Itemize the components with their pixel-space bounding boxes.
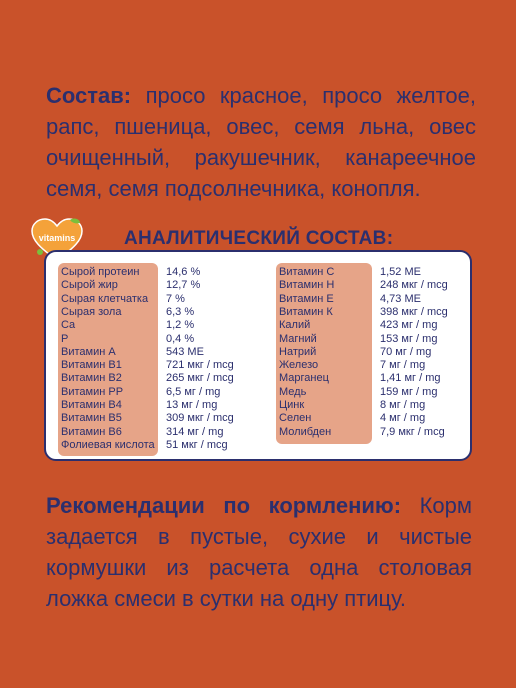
- analytic-table: [44, 250, 472, 461]
- analytic-title: АНАЛИТИЧЕСКИЙ СОСТАВ:: [124, 228, 394, 249]
- nutrient-name: Молибден: [279, 425, 332, 438]
- nutrient-name: Витамин В5: [61, 412, 122, 425]
- nutrient-value: 7,9 мкг / mcg: [380, 425, 445, 438]
- nutrient-value: 1,52 МЕ: [380, 266, 421, 278]
- nutrient-name: Медь: [279, 385, 307, 398]
- composition-paragraph: [46, 80, 476, 204]
- nutrient-name: Витамин В4: [61, 399, 122, 411]
- nutrient-name: Витамин Н: [279, 279, 335, 292]
- nutrient-name: Магний: [279, 332, 317, 345]
- nutrient-name: Витамин А: [61, 345, 116, 358]
- nutrient-name: Витамин К: [279, 305, 333, 318]
- nutrient-value: 423 мг / mg: [380, 319, 438, 332]
- nutrient-name: Сырая зола: [61, 305, 122, 318]
- nutrient-value: 159 мг / mg: [380, 385, 438, 398]
- nutrient-value: 12,7 %: [166, 279, 201, 292]
- recommendation-text: Корм задается в пустые, сухие и чистые кормушки из расчета одна столовая ложка смеси в сутки на одну птицу.: [46, 493, 472, 611]
- nutrient-value: 70 мг / mg: [380, 345, 432, 358]
- nutrient-name: Железо: [279, 359, 319, 372]
- nutrient-value: 4,73 МЕ: [380, 292, 421, 305]
- nutrient-name: Марганец: [279, 372, 329, 385]
- nutrient-value: 14,6 %: [166, 266, 201, 278]
- recommendation-label: Рекомендации по кормлению:: [46, 493, 402, 518]
- nutrient-name: Ca: [61, 319, 76, 332]
- nutrient-value: 543 МЕ: [166, 345, 204, 358]
- nutrient-value: 7 %: [166, 292, 185, 305]
- composition-text: просо красное, просо желтое, рапс, пшеница, овес, семя льна, овес очищенный, ракушечник, канареечное семя, семя подсолнечника, конопля.: [46, 83, 476, 201]
- nutrient-name: Сырой жир: [61, 279, 118, 292]
- composition-label: Состав:: [46, 83, 132, 108]
- nutrient-value: 8 мг / mg: [380, 399, 426, 411]
- nutrient-value: 314 мг / mg: [166, 425, 224, 438]
- nutrient-name: P: [61, 332, 69, 345]
- nutrient-name: Цинк: [279, 399, 305, 411]
- nutrient-name: Витамин РР: [61, 385, 124, 398]
- nutrient-name: Селен: [279, 412, 312, 425]
- recommendation-paragraph: [46, 490, 472, 614]
- nutrient-value: 51 мкг / mcg: [166, 438, 228, 451]
- nutrient-value: 1,41 мг / mg: [380, 372, 441, 385]
- nutrient-value: 4 мг / mg: [380, 412, 426, 425]
- nutrient-name: Калий: [279, 319, 311, 332]
- nutrient-name: Витамин В2: [61, 372, 122, 385]
- nutrient-name: Фолиевая кислота: [61, 438, 155, 451]
- nutrient-name: Витамин Е: [279, 292, 334, 305]
- nutrient-value: 7 мг / mg: [380, 359, 426, 372]
- nutrient-name: Натрий: [279, 345, 317, 358]
- nutrient-name: Витамин В1: [61, 359, 122, 372]
- nutrient-name: Витамин В6: [61, 425, 122, 438]
- badge-text: vitamins: [38, 233, 76, 243]
- nutrient-value: 248 мкг / mcg: [380, 279, 448, 292]
- nutrient-value: 309 мкг / mcg: [166, 412, 234, 425]
- nutrient-value: 6,3 %: [166, 305, 195, 318]
- nutrient-name: Витамин С: [279, 266, 335, 278]
- nutrient-value: 398 мкг / mcg: [380, 305, 448, 318]
- nutrient-value: 6,5 мг / mg: [166, 385, 221, 398]
- nutrient-name: Сырая клетчатка: [61, 292, 149, 305]
- nutrient-value: 265 мкг / mcg: [166, 372, 234, 385]
- nutrient-value: 1,2 %: [166, 319, 195, 332]
- nutrient-value: 0,4 %: [166, 332, 195, 345]
- nutrient-name: Сырой протеин: [61, 266, 140, 278]
- nutrient-value: 13 мг / mg: [166, 399, 218, 411]
- nutrient-value: 721 мкг / mcg: [166, 359, 234, 372]
- nutrient-value: 153 мг / mg: [380, 332, 438, 345]
